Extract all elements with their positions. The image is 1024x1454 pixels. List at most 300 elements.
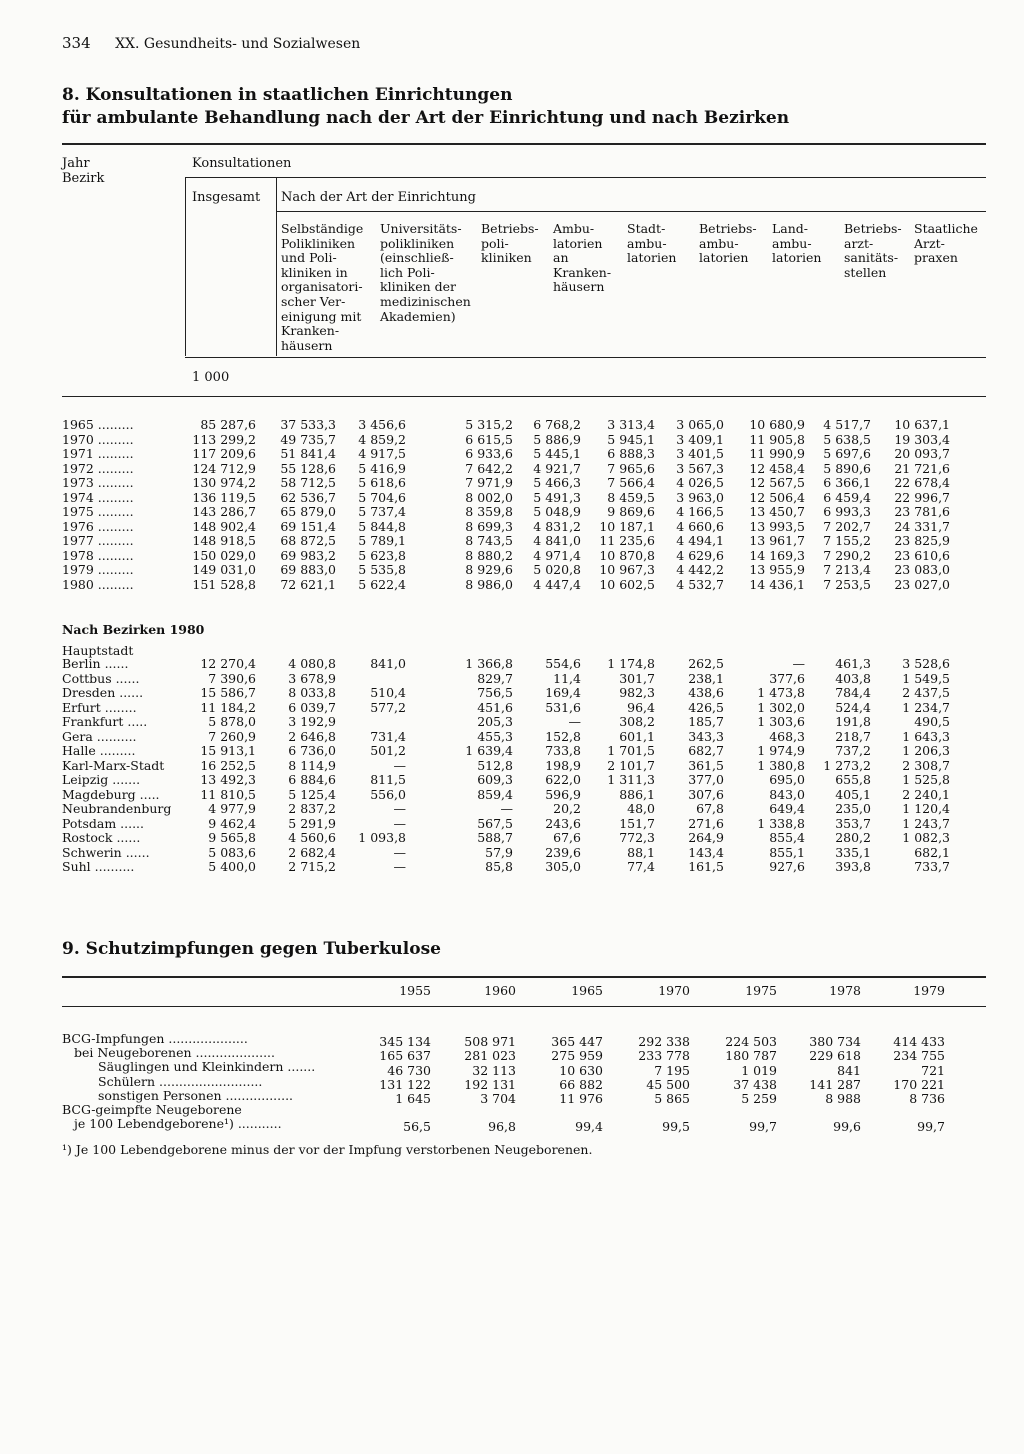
table9-top-rule [62,976,986,978]
table-cell: 11 235,6 [599,533,655,548]
table-cell: 531,6 [545,699,581,715]
table-cell: 2 240,1 [902,786,950,802]
table-cell: 22 996,7 [894,489,950,505]
table-cell: 365 447 [551,1034,603,1050]
table-cell: 1 120,4 [902,801,950,816]
row-label: 1977 ......... [62,533,134,548]
table-cell: 264,9 [688,830,724,845]
table-cell: 66 882 [559,1076,603,1092]
table-cell: 7 213,4 [823,562,871,577]
table-cell: 307,6 [688,786,724,802]
table-cell: 6 993,3 [823,504,871,519]
table-cell: 1 019 [741,1062,777,1078]
table-cell: 9 565,8 [208,830,256,845]
table-cell: 10 680,9 [749,417,805,432]
table-cell: 6 736,0 [288,743,336,758]
table-cell: 6 459,4 [823,489,871,505]
table-cell: 22 678,4 [894,475,950,490]
table-cell: 2 308,7 [902,757,950,773]
table-cell: — [568,714,581,729]
row-label: bei Neugeborenen .................... [74,1046,275,1061]
page-number: 334 [62,34,91,52]
table8-vrule-2 [276,178,277,356]
table-cell: 4 026,5 [676,475,724,490]
table-cell: 6 039,7 [288,699,336,715]
table-cell: 3 528,6 [902,656,950,671]
table-cell: 737,2 [835,743,871,758]
table-cell: 11,4 [553,670,581,686]
table-cell: 99,7 [917,1119,945,1135]
table-cell: 229 618 [809,1048,861,1064]
table8-group-label: Konsultationen [192,156,292,171]
table-cell: 10 602,5 [599,576,655,592]
table-cell: 4 841,0 [533,533,581,548]
table-cell: 1 643,3 [902,728,950,744]
table-cell: 20 093,7 [894,446,950,461]
table-cell: 5 622,4 [358,576,406,592]
table-cell: 8 880,2 [465,547,513,563]
table-cell: 695,0 [769,772,805,787]
table9-row [62,1046,945,1064]
table-cell: — [500,801,513,816]
table-cell: 48,0 [627,801,655,816]
table-cell: 5 638,5 [823,431,871,447]
table-cell: 403,8 [835,670,871,686]
year-row [62,549,950,564]
table-cell: 77,4 [627,859,655,874]
table-cell: 281 023 [464,1048,516,1064]
table-cell: 150 029,0 [192,547,256,563]
table-cell: 8 988 [825,1090,861,1106]
table-cell: 1 273,2 [823,757,871,773]
table-cell: 218,7 [835,728,871,744]
table-cell: 113 299,2 [192,431,256,447]
table-cell: 23 781,6 [894,504,950,519]
table8-header-rule [185,357,986,358]
row-label: sonstigen Personen ................. [98,1088,294,1103]
district-row [62,802,950,817]
table9-row [62,1032,945,1050]
row-label: 1965 ......... [62,417,134,432]
table-cell: — [393,801,406,816]
table-cell: 21 721,6 [894,460,950,476]
table-cell: 4 859,2 [358,431,406,447]
table-cell: 305,0 [545,859,581,874]
table-cell: 1 366,8 [465,656,513,671]
table-cell: 99,4 [575,1119,603,1135]
table-cell: 5 535,8 [358,562,406,577]
table-cell: 9 462,4 [208,815,256,831]
table-cell: 5 945,1 [607,431,655,447]
table-cell: 609,3 [477,772,513,787]
table-cell: 10 870,8 [599,547,655,563]
table-cell: 88,1 [627,844,655,860]
table-cell: 4 494,1 [676,533,724,548]
table-cell: 7 195 [654,1062,690,1078]
table-cell: 414 433 [893,1034,945,1050]
district-row [62,831,950,846]
table-cell: 23 083,0 [894,562,950,577]
table-cell: 24 331,7 [894,518,950,534]
table-cell: 14 169,3 [749,547,805,563]
table-cell: 6 884,6 [288,772,336,787]
table-cell: 5 737,4 [358,504,406,519]
table-cell: 151 528,8 [192,576,256,592]
table-cell: 275 959 [551,1048,603,1064]
table-cell: 8 359,8 [465,504,513,519]
table-cell: — [792,656,805,671]
table-cell: 5 844,8 [358,518,406,534]
table-cell: 20,2 [553,801,581,816]
table-cell: 198,9 [545,757,581,773]
row-label: Leipzig ....... [62,772,141,787]
row-label: Magdeburg ..... [62,786,160,802]
table-cell: 4 831,2 [533,518,581,534]
table8-section-label: Nach Bezirken 1980 [62,622,205,637]
col-universitaets-polikliniken: Universitäts- polikliniken (einschließ- lich Poli- kliniken der medizinischen Akademien) [380,221,471,324]
table-cell: 15 586,7 [200,685,256,700]
table-cell: 3 567,3 [676,460,724,476]
table-cell: 23 610,6 [894,547,950,563]
table-cell: 855,1 [769,844,805,860]
table8-stub-label: Jahr Bezirk [62,156,105,186]
table-cell: 85,8 [485,859,513,874]
year-row [62,433,950,448]
table-cell: 7 642,2 [465,460,513,476]
table-cell: 13 955,9 [749,562,805,577]
table9-title: 9. Schutzimpfungen gegen Tuberkulose [62,939,441,959]
col-landambulatorien: Land- ambu- latorien [772,221,822,266]
row-label: BCG-geimpfte Neugeborene [62,1102,242,1117]
table8-unit-rule [62,396,986,397]
table-cell: 7 260,9 [208,728,256,744]
table9-row [62,1103,945,1117]
table-cell: 12 506,4 [749,489,805,505]
table-cell: 262,5 [688,656,724,671]
table-cell: 8 459,5 [607,489,655,505]
year-row [62,578,950,593]
table-cell: 292 338 [638,1034,690,1050]
table-cell: 7 155,2 [823,533,871,548]
table-cell: 577,2 [370,699,406,715]
table9-footnote: ¹) Je 100 Lebendgeborene minus der vor der Impfung verstorbenen Neugeborenen. [62,1142,593,1157]
table-cell: 3 065,0 [676,417,724,432]
table-cell: 10 630 [559,1062,603,1078]
row-label: Säuglingen und Kleinkindern ....... [98,1060,316,1075]
table-cell: 9 869,6 [607,504,655,519]
table-cell: 5 083,6 [208,844,256,860]
table-cell: 1 338,8 [757,815,805,831]
table-cell: 233 778 [638,1048,690,1064]
table-cell: 682,1 [914,844,950,860]
table-cell: 7 290,2 [823,547,871,563]
table-cell: 1 645 [395,1090,431,1106]
table-cell: 3 704 [480,1090,516,1106]
table-cell: 5 416,9 [358,460,406,476]
row-label: je 100 Lebendgeborene¹) ........... [74,1117,282,1132]
table-cell: 69 883,0 [280,562,336,577]
table9-year-header: 1979 [913,983,945,998]
table-cell: 5 623,8 [358,547,406,563]
table-cell: 96,8 [488,1119,516,1135]
table-cell: 7 566,4 [607,475,655,490]
table-cell: 601,1 [619,728,655,744]
table-cell: 3 409,1 [676,431,724,447]
table-cell: 7 202,7 [823,518,871,534]
row-label: 1978 ......... [62,547,134,563]
table-cell: 4 442,2 [676,562,724,577]
table-cell: 4 517,7 [823,417,871,432]
district-row [62,846,950,861]
table-cell: 343,3 [688,728,724,744]
table8-group-rule [185,177,986,178]
district-row [62,817,950,832]
table-cell: — [393,757,406,773]
table-cell: 99,6 [833,1119,861,1135]
table-cell: 655,8 [835,772,871,787]
col-betriebs-polikliniken: Betriebs- poli- kliniken [481,221,539,266]
table-cell: 5 618,6 [358,475,406,490]
table-cell: 4 629,6 [676,547,724,563]
table9-header-rule [62,1006,986,1007]
table-cell: 124 712,9 [192,460,256,476]
table-cell: 3 192,9 [288,714,336,729]
table-cell: 169,4 [545,685,581,700]
table-cell: 5 125,4 [288,786,336,802]
table-cell: — [393,859,406,874]
table-cell: 756,5 [477,685,513,700]
table-cell: 239,6 [545,844,581,860]
table-cell: 152,8 [545,728,581,744]
row-label: Dresden ...... [62,685,144,700]
table-cell: 5 697,6 [823,446,871,461]
table8-title-line2: für ambulante Behandlung nach der Art der Einrichtung und nach Bezirken [62,108,790,128]
table-cell: 5 400,0 [208,859,256,874]
col-staatliche-arztpraxen: Staatliche Arzt- praxen [914,221,978,266]
district-row [62,686,950,701]
table-cell: 5 048,9 [533,504,581,519]
table-cell: 4 977,9 [208,801,256,816]
table-cell: 46 730 [387,1062,431,1078]
district-row [62,672,950,687]
table-cell: 85 287,6 [200,417,256,432]
table8-districts-grid [62,657,950,875]
table-cell: 51 841,4 [280,446,336,461]
table-cell: 68 872,5 [280,533,336,548]
table-cell: 161,5 [688,859,724,874]
table-cell: 2 101,7 [607,757,655,773]
table-cell: 16 252,5 [200,757,256,773]
table8-years-grid [62,418,950,592]
table-cell: 8 743,5 [465,533,513,548]
hauptstadt-label: Hauptstadt [62,643,134,658]
table-cell: 841,0 [370,656,406,671]
table-cell: 12 270,4 [200,656,256,671]
table-cell: 567,5 [477,815,513,831]
table9-body [62,1032,945,1135]
table-cell: 649,4 [769,801,805,816]
table-cell: 512,8 [477,757,513,773]
table-cell: 490,5 [914,714,950,729]
table-cell: 841 [837,1062,861,1078]
table-cell: 130 974,2 [192,475,256,490]
table-cell: 859,4 [477,786,513,802]
table-cell: 5 890,6 [823,460,871,476]
table-cell: 243,6 [545,815,581,831]
table-cell: 588,7 [477,830,513,845]
table9-year-header: 1960 [484,983,516,998]
table-cell: 5 878,0 [208,714,256,729]
row-label: BCG-Impfungen .................... [62,1032,248,1046]
table-cell: 461,3 [835,656,871,671]
table-cell: 3 963,0 [676,489,724,505]
table-cell: 5 315,2 [465,417,513,432]
table-cell: 353,7 [835,815,871,831]
year-row [62,505,950,520]
table-cell: 23 027,0 [894,576,950,592]
table-cell: 5 445,1 [533,446,581,461]
table-cell: 1 303,6 [757,714,805,729]
district-row [62,860,950,875]
district-row [62,715,950,730]
col-stadtambulatorien: Stadt- ambu- latorien [627,221,677,266]
table-cell: 7 253,5 [823,576,871,592]
table-cell: 2 715,2 [288,859,336,874]
table-cell: 1 473,8 [757,685,805,700]
table-cell: 57,9 [485,844,513,860]
row-label: 1974 ......... [62,489,134,505]
table-cell: 234 755 [893,1048,945,1064]
table9-year-header: 1978 [829,983,861,998]
table-cell: 886,1 [619,786,655,802]
table-cell: 1 302,0 [757,699,805,715]
table-cell: 1 093,8 [358,830,406,845]
table-cell: 165 637 [379,1048,431,1064]
table-cell: 510,4 [370,685,406,700]
table-cell: 12 567,5 [749,475,805,490]
page-header [62,34,360,52]
table-cell: 143 286,7 [192,504,256,519]
table-cell: 1 549,5 [902,670,950,686]
table-cell: 235,0 [835,801,871,816]
table-cell: 3 401,5 [676,446,724,461]
table-cell: 49 735,7 [280,431,336,447]
table-cell: 426,5 [688,699,724,715]
table9-year-header: 1970 [658,983,690,998]
table-cell: 10 187,1 [599,518,655,534]
table-cell: 191,8 [835,714,871,729]
year-row [62,418,950,433]
table-cell: 1 380,8 [757,757,805,773]
table-cell: 5 491,3 [533,489,581,505]
table9-row [62,1088,945,1106]
table-cell: 5 020,8 [533,562,581,577]
table-cell: 982,3 [619,685,655,700]
table-cell: 4 447,4 [533,576,581,592]
year-row [62,534,950,549]
table-cell: 622,0 [545,772,581,787]
table-cell: 4 080,8 [288,656,336,671]
table-cell: 131 122 [379,1076,431,1092]
table-cell: 69 151,4 [280,518,336,534]
table-cell: 1 234,7 [902,699,950,715]
table-cell: 508 971 [464,1034,516,1050]
table-cell: 170 221 [893,1076,945,1092]
table-cell: 2 646,8 [288,728,336,744]
table-cell: 4 921,7 [533,460,581,476]
table-cell: 7 971,9 [465,475,513,490]
table-cell: 455,3 [477,728,513,744]
table-cell: 56,5 [403,1119,431,1135]
table-cell: 99,5 [662,1119,690,1135]
table-cell: 13 961,7 [749,533,805,548]
table-cell: 15 913,1 [200,743,256,758]
table-cell: 5 291,9 [288,815,336,831]
table-cell: 280,2 [835,830,871,845]
col-selbst-polikliniken: Selbständige Polikliniken und Poli- kliniken in organisatori- scher Ver- einigung mit Kranken- häusern [281,221,364,353]
district-row [62,744,950,759]
table-cell: 451,6 [477,699,513,715]
table-cell: 14 436,1 [749,576,805,592]
row-label: 1971 ......... [62,446,134,461]
district-row [62,759,950,774]
table-cell: 4 660,6 [676,518,724,534]
district-row [62,773,950,788]
table-cell: 829,7 [477,670,513,686]
district-row [62,730,950,745]
row-label: 1975 ......... [62,504,134,519]
table-cell: 99,7 [749,1119,777,1135]
table-cell: 4 917,5 [358,446,406,461]
table-cell: 2 682,4 [288,844,336,860]
table-cell: 13 450,7 [749,504,805,519]
table-cell: 855,4 [769,830,805,845]
table-cell: 13 993,5 [749,518,805,534]
table-cell: 67,6 [553,830,581,845]
table-cell: 468,3 [769,728,805,744]
table-cell: 6 366,1 [823,475,871,490]
table-cell: 65 879,0 [280,504,336,519]
table-cell: 58 712,5 [280,475,336,490]
table-cell: 143,4 [688,844,724,860]
table-cell: 5 704,6 [358,489,406,505]
table-cell: 5 886,9 [533,431,581,447]
table-cell: 19 303,4 [894,431,950,447]
table-cell: 37 533,3 [280,417,336,432]
table-cell: 6 933,6 [465,446,513,461]
table-cell: 377,0 [688,772,724,787]
table-cell: 148 902,4 [192,518,256,534]
table-cell: 67,8 [696,801,724,816]
table-cell: 784,4 [835,685,871,700]
row-label: Neubrandenburg [62,801,172,816]
table-cell: 8 002,0 [465,489,513,505]
table8-unit: 1 000 [192,370,230,385]
row-label: 1970 ......... [62,431,134,447]
row-label: 1979 ......... [62,562,134,577]
table-cell: 6 615,5 [465,431,513,447]
row-label: Frankfurt ..... [62,714,148,729]
table-cell: 6 768,2 [533,417,581,432]
table8-title-line1: 8. Konsultationen in staatlichen Einrichtungen [62,85,513,105]
district-row [62,657,950,672]
table-cell: 380 734 [809,1034,861,1050]
table-cell: 1 525,8 [902,772,950,787]
table-cell: 12 458,4 [749,460,805,476]
table-cell: 11 990,9 [749,446,805,461]
table-cell: 148 918,5 [192,533,256,548]
table9-row [62,1074,945,1092]
